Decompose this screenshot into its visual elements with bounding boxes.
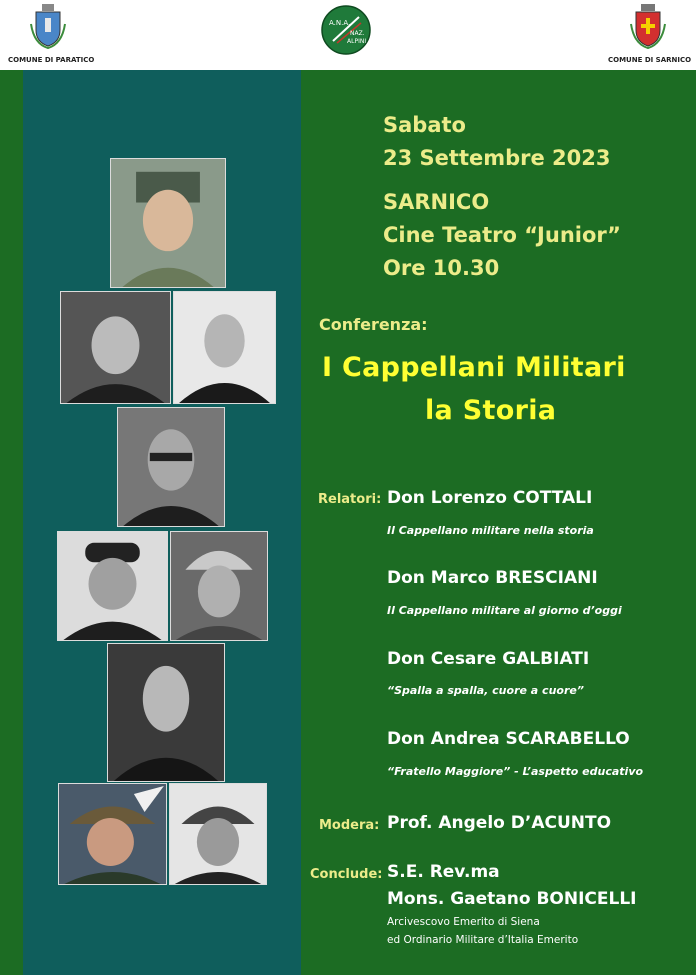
paratico-crest-icon — [28, 4, 68, 50]
event-venue: Cine Teatro “Junior” — [383, 223, 621, 247]
portrait-photo — [60, 291, 171, 404]
portrait-photo — [169, 783, 267, 885]
portrait-photo — [57, 531, 168, 641]
speaker-topic: “Spalla a spalla, cuore a cuore” — [387, 684, 584, 697]
conference-title-line1: I Cappellani Militari — [322, 352, 626, 383]
portrait-photo — [170, 531, 268, 641]
moderator-label: Modera: — [319, 818, 380, 833]
conference-label: Conferenza: — [319, 315, 428, 334]
svg-text:NAZ.: NAZ. — [350, 30, 365, 37]
portrait-photo — [117, 407, 225, 527]
event-town: SARNICO — [383, 190, 490, 214]
speaker-topic: Il Cappellano militare nella storia — [387, 524, 594, 537]
conference-title-line2: la Storia — [425, 395, 557, 426]
paratico-label: COMUNE DI PARATICO — [8, 56, 95, 64]
moderator-name: Prof. Angelo D’ACUNTO — [387, 813, 612, 833]
speaker-name: Don Andrea SCARABELLO — [387, 729, 630, 749]
speaker-topic: Il Cappellano militare al giorno d’oggi — [387, 604, 622, 617]
header-bar — [0, 0, 696, 70]
portrait-photo — [173, 291, 276, 404]
svg-text:ALPINI: ALPINI — [347, 38, 367, 45]
ana-logo-icon — [321, 5, 371, 55]
portrait-photo — [107, 643, 225, 782]
sarnico-crest-icon — [628, 4, 668, 50]
speaker-topic: “Fratello Maggiore” - L’aspetto educativo — [387, 765, 644, 778]
speaker-name: Don Lorenzo COTTALI — [387, 488, 593, 508]
sarnico-label: COMUNE DI SARNICO — [608, 56, 692, 64]
speaker-name: Don Marco BRESCIANI — [387, 568, 598, 588]
conclusion-label: Conclude: — [310, 867, 383, 882]
speaker-name: Don Cesare GALBIATI — [387, 649, 590, 669]
portrait-photo — [110, 158, 226, 288]
event-date: 23 Settembre 2023 — [383, 146, 611, 170]
event-time: Ore 10.30 — [383, 256, 500, 280]
speakers-label: Relatori: — [318, 492, 382, 507]
portrait-photo — [58, 783, 167, 885]
svg-text:A.N.A.: A.N.A. — [329, 19, 351, 27]
conclusion-name: Mons. Gaetano BONICELLI — [387, 889, 637, 909]
event-day: Sabato — [383, 113, 466, 137]
conclusion-detail: ed Ordinario Militare d’Italia Emerito — [387, 934, 579, 946]
conclusion-detail: Arcivescovo Emerito di Siena — [387, 916, 540, 928]
conclusion-title: S.E. Rev.ma — [387, 862, 500, 882]
